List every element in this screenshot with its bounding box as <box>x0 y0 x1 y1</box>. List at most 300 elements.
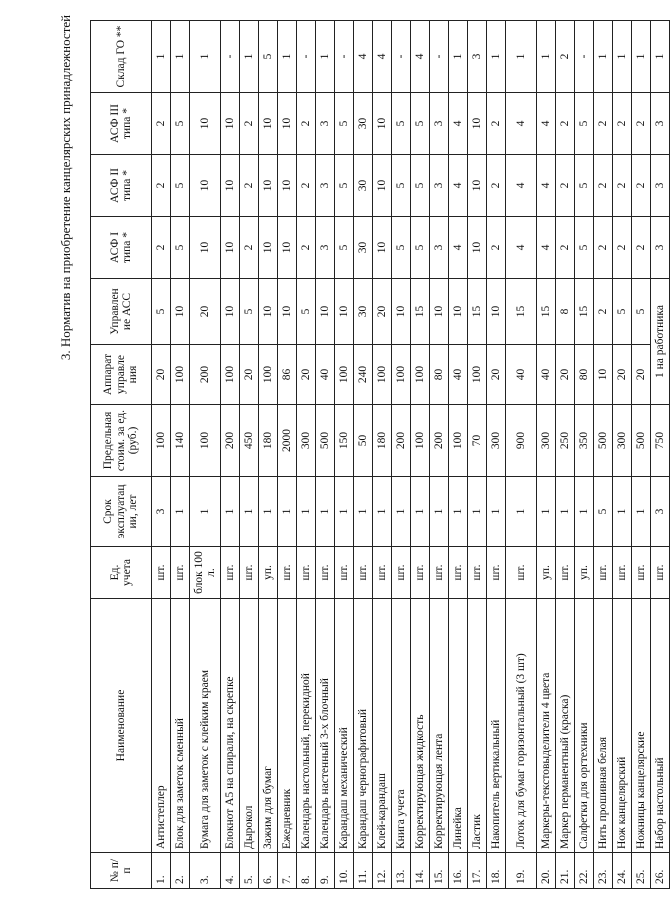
cell-ass-management: 10 <box>221 279 240 345</box>
cell-max-cost: 450 <box>240 405 259 477</box>
cell-unit: уп. <box>575 547 594 599</box>
cell-asf-type-1: 2 <box>297 217 316 279</box>
table-row <box>259 21 278 889</box>
cell-asf-type-1: 2 <box>152 217 171 279</box>
table-row <box>468 21 487 889</box>
table-row <box>556 21 575 889</box>
table-row <box>411 21 430 889</box>
cell-max-cost: 200 <box>221 405 240 477</box>
cell-asf-type-2: 2 <box>594 155 613 217</box>
cell-ass-management: 10 <box>278 279 297 345</box>
cell-name: Нить прошивная белая <box>594 599 613 853</box>
cell-service-life: 1 <box>354 477 373 547</box>
cell-name: Ножницы канцелярские <box>632 599 651 853</box>
cell-asf-type-2: 2 <box>240 155 259 217</box>
cell-go-warehouse: - <box>430 21 449 93</box>
cell-asf-type-2: 5 <box>575 155 594 217</box>
cell-asf-type-2: 3 <box>651 155 670 217</box>
cell-max-cost: 140 <box>171 405 190 477</box>
cell-name: Салфетки для оргтехники <box>575 599 594 853</box>
cell-number: 19. <box>506 853 537 889</box>
cell-ass-management: 15 <box>537 279 556 345</box>
cell-number: 11. <box>354 853 373 889</box>
cell-number: 13. <box>392 853 411 889</box>
cell-asf-type-3: 5 <box>335 93 354 155</box>
cell-asf-type-3: 2 <box>594 93 613 155</box>
cell-max-cost: 50 <box>354 405 373 477</box>
cell-asf-type-1: 30 <box>354 217 373 279</box>
cell-ass-management: 10 <box>335 279 354 345</box>
cell-apparatus: 40 <box>537 345 556 405</box>
cell-max-cost: 500 <box>632 405 651 477</box>
cell-name: Корректирующая лента <box>430 599 449 853</box>
cell-go-warehouse: 5 <box>259 21 278 93</box>
cell-asf-type-2: 10 <box>221 155 240 217</box>
cell-asf-type-3: 2 <box>556 93 575 155</box>
cell-name: Карандаш механический <box>335 599 354 853</box>
cell-asf-type-2: 4 <box>506 155 537 217</box>
cell-go-warehouse: 4 <box>373 21 392 93</box>
cell-asf-type-1: 2 <box>632 217 651 279</box>
cell-unit: шт. <box>430 547 449 599</box>
cell-asf-type-1: 3 <box>651 217 670 279</box>
cell-service-life: 1 <box>430 477 449 547</box>
cell-go-warehouse: 1 <box>613 21 632 93</box>
cell-asf-type-1: 4 <box>537 217 556 279</box>
cell-ass-management: 2 <box>594 279 613 345</box>
cell-service-life: 1 <box>411 477 430 547</box>
cell-apparatus: 100 <box>335 345 354 405</box>
cell-asf-type-1: 5 <box>575 217 594 279</box>
cell-max-cost: 250 <box>556 405 575 477</box>
cell-max-cost: 200 <box>430 405 449 477</box>
cell-asf-type-2: 5 <box>335 155 354 217</box>
cell-apparatus: 1 на работника <box>651 279 670 405</box>
cell-asf-type-2: 2 <box>556 155 575 217</box>
table-row <box>221 21 240 889</box>
cell-ass-management: 15 <box>575 279 594 345</box>
cell-number: 1. <box>152 853 171 889</box>
cell-go-warehouse: - <box>392 21 411 93</box>
cell-asf-type-3: 10 <box>221 93 240 155</box>
cell-name: Маркеры-текстовыделители 4 цвета <box>537 599 556 853</box>
cell-asf-type-2: 2 <box>487 155 506 217</box>
table-row <box>449 21 468 889</box>
cell-number: 12. <box>373 853 392 889</box>
cell-asf-type-1: 10 <box>278 217 297 279</box>
cell-unit: шт. <box>171 547 190 599</box>
cell-apparatus: 20 <box>613 345 632 405</box>
col-header-number: № п/п <box>91 853 152 889</box>
cell-max-cost: 300 <box>613 405 632 477</box>
cell-ass-management: 10 <box>430 279 449 345</box>
cell-ass-management: 5 <box>632 279 651 345</box>
cell-max-cost: 180 <box>373 405 392 477</box>
cell-asf-type-3: 2 <box>613 93 632 155</box>
cell-name: Лоток для бумаг горизонтальный (3 шт) <box>506 599 537 853</box>
cell-service-life: 5 <box>594 477 613 547</box>
table-row <box>632 21 651 889</box>
table-row <box>373 21 392 889</box>
cell-service-life: 3 <box>152 477 171 547</box>
cell-number: 21. <box>556 853 575 889</box>
cell-number: 14. <box>411 853 430 889</box>
cell-unit: шт. <box>373 547 392 599</box>
table-header-row <box>91 21 152 889</box>
cell-go-warehouse: 1 <box>632 21 651 93</box>
cell-asf-type-3: 2 <box>152 93 171 155</box>
cell-asf-type-3: 3 <box>316 93 335 155</box>
cell-max-cost: 200 <box>392 405 411 477</box>
page-title: 3. Норматив на приобретение канцелярских принадлежностей <box>58 14 73 361</box>
cell-service-life: 1 <box>506 477 537 547</box>
cell-unit: шт. <box>221 547 240 599</box>
cell-apparatus: 40 <box>449 345 468 405</box>
table-row <box>278 21 297 889</box>
cell-go-warehouse: 1 <box>171 21 190 93</box>
cell-apparatus: 20 <box>152 345 171 405</box>
cell-asf-type-2: 3 <box>316 155 335 217</box>
cell-number: 2. <box>171 853 190 889</box>
cell-go-warehouse: 1 <box>278 21 297 93</box>
cell-asf-type-3: 4 <box>537 93 556 155</box>
cell-asf-type-3: 30 <box>354 93 373 155</box>
cell-number: 8. <box>297 853 316 889</box>
cell-name: Блок для заметок сменный <box>171 599 190 853</box>
cell-name: Накопитель вертикальный <box>487 599 506 853</box>
cell-max-cost: 2000 <box>278 405 297 477</box>
cell-apparatus: 240 <box>354 345 373 405</box>
cell-asf-type-1: 4 <box>449 217 468 279</box>
cell-max-cost: 900 <box>506 405 537 477</box>
cell-asf-type-3: 10 <box>190 93 221 155</box>
cell-name: Нож канцелярский <box>613 599 632 853</box>
cell-asf-type-3: 10 <box>278 93 297 155</box>
table-row <box>575 21 594 889</box>
cell-max-cost: 750 <box>651 405 670 477</box>
cell-asf-type-2: 10 <box>190 155 221 217</box>
cell-asf-type-1: 5 <box>392 217 411 279</box>
cell-service-life: 1 <box>537 477 556 547</box>
cell-max-cost: 180 <box>259 405 278 477</box>
col-header-go-warehouse: Склад ГО ** <box>91 21 152 93</box>
cell-ass-management: 15 <box>468 279 487 345</box>
cell-unit: шт. <box>411 547 430 599</box>
table-row <box>316 21 335 889</box>
cell-number: 7. <box>278 853 297 889</box>
cell-asf-type-3: 3 <box>430 93 449 155</box>
col-header-asf-type-3: АСФ III типа * <box>91 93 152 155</box>
cell-asf-type-1: 3 <box>430 217 449 279</box>
cell-ass-management: 8 <box>556 279 575 345</box>
table-row <box>190 21 221 889</box>
cell-max-cost: 300 <box>487 405 506 477</box>
cell-service-life: 1 <box>632 477 651 547</box>
cell-apparatus: 80 <box>430 345 449 405</box>
cell-asf-type-2: 5 <box>171 155 190 217</box>
col-header-name: Наименование <box>91 599 152 853</box>
cell-asf-type-1: 2 <box>613 217 632 279</box>
table-row <box>537 21 556 889</box>
cell-asf-type-2: 2 <box>632 155 651 217</box>
table-row <box>594 21 613 889</box>
cell-unit: шт. <box>449 547 468 599</box>
cell-asf-type-1: 5 <box>335 217 354 279</box>
cell-number: 10. <box>335 853 354 889</box>
cell-asf-type-1: 5 <box>171 217 190 279</box>
cell-asf-type-2: 10 <box>259 155 278 217</box>
cell-ass-management: 5 <box>240 279 259 345</box>
cell-ass-management: 10 <box>392 279 411 345</box>
cell-number: 23. <box>594 853 613 889</box>
cell-service-life: 1 <box>316 477 335 547</box>
cell-asf-type-3: 5 <box>392 93 411 155</box>
cell-asf-type-1: 5 <box>411 217 430 279</box>
cell-asf-type-2: 4 <box>449 155 468 217</box>
cell-ass-management: 5 <box>152 279 171 345</box>
cell-name: Карандаш чернографитовый <box>354 599 373 853</box>
cell-service-life: 3 <box>651 477 670 547</box>
col-header-ass-management: Управлен ие АСС <box>91 279 152 345</box>
cell-unit: шт. <box>152 547 171 599</box>
cell-asf-type-3: 5 <box>411 93 430 155</box>
cell-service-life: 1 <box>190 477 221 547</box>
cell-unit: шт. <box>613 547 632 599</box>
cell-ass-management: 5 <box>297 279 316 345</box>
cell-unit: шт. <box>240 547 259 599</box>
cell-unit: уп. <box>537 547 556 599</box>
cell-apparatus: 20 <box>556 345 575 405</box>
cell-service-life: 1 <box>613 477 632 547</box>
cell-max-cost: 150 <box>335 405 354 477</box>
cell-name: Ластик <box>468 599 487 853</box>
cell-unit: шт. <box>487 547 506 599</box>
cell-asf-type-2: 2 <box>297 155 316 217</box>
cell-ass-management: 15 <box>411 279 430 345</box>
cell-number: 15. <box>430 853 449 889</box>
cell-unit: шт. <box>506 547 537 599</box>
cell-unit: шт. <box>651 547 670 599</box>
table-row <box>152 21 171 889</box>
cell-asf-type-2: 2 <box>152 155 171 217</box>
cell-unit: шт. <box>468 547 487 599</box>
cell-asf-type-3: 2 <box>487 93 506 155</box>
cell-unit: шт. <box>594 547 613 599</box>
table-row <box>297 21 316 889</box>
cell-service-life: 1 <box>240 477 259 547</box>
cell-go-warehouse: - <box>575 21 594 93</box>
cell-apparatus: 100 <box>171 345 190 405</box>
cell-ass-management: 10 <box>316 279 335 345</box>
cell-number: 9. <box>316 853 335 889</box>
cell-service-life: 1 <box>575 477 594 547</box>
cell-ass-management: 10 <box>487 279 506 345</box>
cell-asf-type-3: 3 <box>651 93 670 155</box>
cell-apparatus: 20 <box>240 345 259 405</box>
cell-apparatus: 10 <box>594 345 613 405</box>
table-row <box>506 21 537 889</box>
table-row <box>613 21 632 889</box>
table-row <box>354 21 373 889</box>
cell-number: 3. <box>190 853 221 889</box>
cell-asf-type-2: 30 <box>354 155 373 217</box>
cell-go-warehouse: 1 <box>316 21 335 93</box>
cell-go-warehouse: 1 <box>651 21 670 93</box>
cell-go-warehouse: 1 <box>240 21 259 93</box>
cell-apparatus: 200 <box>190 345 221 405</box>
cell-max-cost: 300 <box>297 405 316 477</box>
cell-ass-management: 15 <box>506 279 537 345</box>
norms-table <box>90 20 670 889</box>
cell-service-life: 1 <box>556 477 575 547</box>
cell-name: Книга учета <box>392 599 411 853</box>
cell-service-life: 1 <box>297 477 316 547</box>
cell-apparatus: 100 <box>259 345 278 405</box>
cell-asf-type-3: 10 <box>468 93 487 155</box>
cell-go-warehouse: 4 <box>354 21 373 93</box>
cell-unit: блок 100 л. <box>190 547 221 599</box>
col-header-unit: Ед. учета <box>91 547 152 599</box>
cell-asf-type-3: 5 <box>575 93 594 155</box>
cell-ass-management: 20 <box>373 279 392 345</box>
table-row <box>392 21 411 889</box>
cell-apparatus: 20 <box>632 345 651 405</box>
cell-number: 20. <box>537 853 556 889</box>
cell-asf-type-1: 2 <box>487 217 506 279</box>
cell-unit: шт. <box>278 547 297 599</box>
cell-asf-type-2: 3 <box>430 155 449 217</box>
cell-max-cost: 350 <box>575 405 594 477</box>
cell-name: Зажим для бумаг <box>259 599 278 853</box>
table-row <box>335 21 354 889</box>
cell-name: Маркер перманентный (краска) <box>556 599 575 853</box>
cell-apparatus: 100 <box>373 345 392 405</box>
cell-ass-management: 5 <box>613 279 632 345</box>
cell-number: 6. <box>259 853 278 889</box>
cell-asf-type-2: 5 <box>392 155 411 217</box>
cell-ass-management: 10 <box>449 279 468 345</box>
cell-max-cost: 100 <box>190 405 221 477</box>
cell-go-warehouse: 1 <box>449 21 468 93</box>
cell-max-cost: 500 <box>316 405 335 477</box>
cell-number: 16. <box>449 853 468 889</box>
cell-asf-type-2: 10 <box>373 155 392 217</box>
cell-service-life: 1 <box>278 477 297 547</box>
cell-go-warehouse: - <box>297 21 316 93</box>
cell-asf-type-3: 10 <box>259 93 278 155</box>
cell-asf-type-1: 2 <box>594 217 613 279</box>
cell-unit: шт. <box>316 547 335 599</box>
cell-go-warehouse: 3 <box>468 21 487 93</box>
cell-apparatus: 20 <box>297 345 316 405</box>
cell-asf-type-1: 10 <box>221 217 240 279</box>
cell-unit: шт. <box>392 547 411 599</box>
cell-unit: шт. <box>297 547 316 599</box>
cell-unit: шт. <box>556 547 575 599</box>
cell-apparatus: 40 <box>316 345 335 405</box>
cell-name: Календарь настенный 3-х блочный <box>316 599 335 853</box>
cell-apparatus: 100 <box>468 345 487 405</box>
cell-go-warehouse: 4 <box>411 21 430 93</box>
cell-name: Ежедневник <box>278 599 297 853</box>
col-header-asf-type-1: АСФ I типа * <box>91 217 152 279</box>
cell-unit: шт. <box>354 547 373 599</box>
cell-ass-management: 10 <box>171 279 190 345</box>
cell-number: 22. <box>575 853 594 889</box>
cell-number: 17. <box>468 853 487 889</box>
cell-go-warehouse: 1 <box>506 21 537 93</box>
cell-asf-type-1: 3 <box>316 217 335 279</box>
cell-service-life: 1 <box>373 477 392 547</box>
cell-go-warehouse: 1 <box>487 21 506 93</box>
cell-apparatus: 100 <box>221 345 240 405</box>
cell-name: Линейка <box>449 599 468 853</box>
cell-go-warehouse: 1 <box>594 21 613 93</box>
cell-service-life: 1 <box>335 477 354 547</box>
cell-number: 25. <box>632 853 651 889</box>
cell-asf-type-3: 4 <box>506 93 537 155</box>
cell-number: 26. <box>651 853 670 889</box>
cell-apparatus: 100 <box>411 345 430 405</box>
cell-asf-type-1: 10 <box>373 217 392 279</box>
cell-unit: уп. <box>259 547 278 599</box>
cell-ass-management: 30 <box>354 279 373 345</box>
cell-service-life: 1 <box>468 477 487 547</box>
cell-name: Бумага для заметок с клейким краем <box>190 599 221 853</box>
cell-go-warehouse: - <box>335 21 354 93</box>
cell-asf-type-3: 2 <box>240 93 259 155</box>
cell-service-life: 1 <box>221 477 240 547</box>
cell-asf-type-2: 10 <box>278 155 297 217</box>
cell-name: Дырокол <box>240 599 259 853</box>
cell-go-warehouse: - <box>221 21 240 93</box>
cell-apparatus: 100 <box>392 345 411 405</box>
cell-asf-type-1: 4 <box>506 217 537 279</box>
cell-name: Блокнот А5 на спирали, на скрепке <box>221 599 240 853</box>
cell-max-cost: 500 <box>594 405 613 477</box>
cell-ass-management: 10 <box>259 279 278 345</box>
col-header-max-cost: Предельная стоим. за ед. (руб.) <box>91 405 152 477</box>
cell-asf-type-1: 2 <box>240 217 259 279</box>
cell-asf-type-3: 5 <box>171 93 190 155</box>
table-row <box>430 21 449 889</box>
cell-asf-type-3: 4 <box>449 93 468 155</box>
cell-max-cost: 100 <box>152 405 171 477</box>
cell-name: Клей-карандаш <box>373 599 392 853</box>
cell-max-cost: 300 <box>537 405 556 477</box>
cell-asf-type-1: 2 <box>556 217 575 279</box>
cell-name: Набор настольный <box>651 599 670 853</box>
cell-name: Антистеплер <box>152 599 171 853</box>
cell-max-cost: 70 <box>468 405 487 477</box>
cell-asf-type-2: 5 <box>411 155 430 217</box>
table-row <box>651 21 670 889</box>
cell-unit: шт. <box>632 547 651 599</box>
cell-service-life: 1 <box>259 477 278 547</box>
cell-number: 18. <box>487 853 506 889</box>
cell-asf-type-1: 10 <box>190 217 221 279</box>
cell-go-warehouse: 1 <box>537 21 556 93</box>
cell-go-warehouse: 1 <box>190 21 221 93</box>
cell-unit: шт. <box>335 547 354 599</box>
cell-service-life: 1 <box>449 477 468 547</box>
cell-number: 24. <box>613 853 632 889</box>
cell-asf-type-2: 2 <box>613 155 632 217</box>
cell-apparatus: 80 <box>575 345 594 405</box>
cell-ass-management: 20 <box>190 279 221 345</box>
cell-asf-type-3: 10 <box>373 93 392 155</box>
cell-service-life: 1 <box>487 477 506 547</box>
